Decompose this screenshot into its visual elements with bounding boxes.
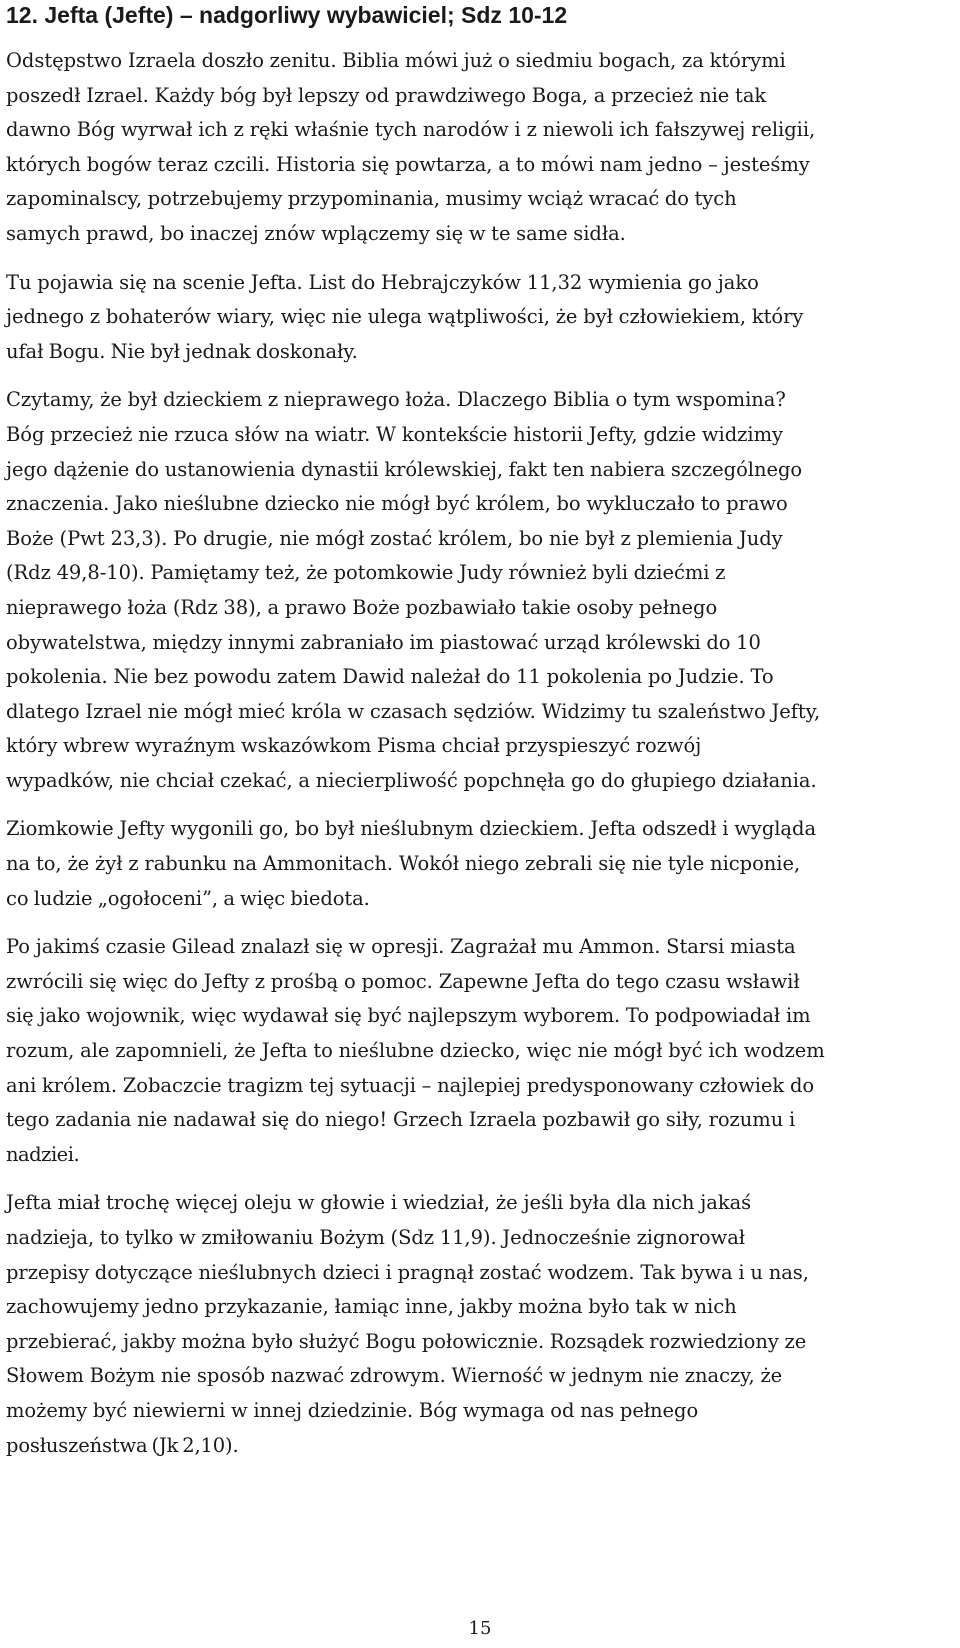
text-line: (Rdz 49,8-10). Pamiętamy też, że potomkowie Judy również byli dziećmi z [6, 561, 726, 585]
text-line: Jefta miał trochę więcej oleju w głowie i wiedział, że jeśli była dla nich jakaś [6, 1191, 752, 1215]
text-line: poszedł Izrael. Każdy bóg był lepszy od prawdziwego Boga, a przecież nie tak [6, 83, 767, 107]
text-line: Boże (Pwt 23,3). Po drugie, nie mógł zostać królem, bo nie był z plemienia Judy [6, 526, 783, 550]
text-line: zachowujemy jedno przykazanie, łamiąc inne, jakby można było tak w nich [6, 1295, 737, 1319]
text-line: posłuszeństwa (Jk 2,10). [6, 1433, 239, 1457]
text-line: jego dążenie do ustanowienia dynastii królewskiej, fakt ten nabiera szczególnego [6, 457, 803, 481]
paragraph-1 [6, 44, 940, 252]
text-line: których bogów teraz czcili. Historia się powtarza, a to mówi nam jedno – jesteśmy [6, 152, 810, 176]
paragraph-2 [6, 266, 940, 370]
text-line: zapominalscy, potrzebujemy przypominania, musimy wciąż wracać do tych [6, 187, 737, 211]
paragraph-6 [6, 1186, 940, 1463]
text-line: ani królem. Zobaczcie tragizm tej sytuacji – najlepiej predysponowany człowiek do [6, 1073, 815, 1097]
text-line: co ludzie „ogołoceni”, a więc biedota. [6, 886, 370, 910]
text-line: samych prawd, bo inaczej znów wplączemy się w te same sidła. [6, 221, 626, 245]
text-line: nadzieja, to tylko w zmiłowaniu Bożym (Sdz 11,9). Jednocześnie zignorował [6, 1226, 746, 1249]
text-line: zwrócili się więc do Jefty z prośbą o pomoc. Zapewne Jefta do tego czasu wsławił [6, 969, 800, 993]
text-line: nieprawego łoża (Rdz 38), a prawo Boże pozbawiało takie osoby pełnego [6, 595, 718, 619]
text-line: dlatego Izrael nie mógł mieć króla w czasach sędziów. Widzimy tu szaleństwo Jefty, [6, 699, 821, 723]
text-line: Odstępstwo Izraela doszło zenitu. Biblia mówi już o siedmiu bogach, za którymi [6, 49, 786, 72]
text-line: obywatelstwa, między innymi zabraniało im piastować urząd królewski do 10 [6, 630, 761, 654]
text-line: tego zadania nie nadawał się do niego! Grzech Izraela pozbawił go siły, rozumu i [6, 1108, 796, 1132]
text-line: wypadków, nie chciał czekać, a niecierpliwość popchnęła go do głupiego działania. [6, 768, 817, 792]
text-line: przebierać, jakby można było służyć Bogu połowicznie. Rozsądek rozwiedziony ze [6, 1329, 807, 1353]
paragraph-3 [6, 383, 940, 798]
paragraph-5 [6, 930, 940, 1172]
text-line: Czytamy, że był dzieckiem z nieprawego łoża. Dlaczego Biblia o tym wspomina? [6, 388, 786, 412]
page-title: 12. Jefta (Jefte) – nadgorliwy wybawiciel; Sdz 10-12 [6, 2, 568, 28]
text-line: możemy być niewierni w innej dziedzinie. Bóg wymaga od nas pełnego [6, 1398, 699, 1422]
document-body [6, 44, 940, 1463]
text-line: Tu pojawia się na scenie Jefta. List do Hebrajczyków 11,32 wymienia go jako [6, 270, 759, 294]
text-line: rozum, ale zapomnieli, że Jefta to nieślubne dziecko, więc nie mógł być ich wodzem [6, 1039, 825, 1063]
text-line: dawno Bóg wyrwał ich z ręki właśnie tych narodów i z niewoli ich fałszywej religii, [6, 118, 816, 142]
text-line: Ziomkowie Jefty wygonili go, bo był nieślubnym dzieckiem. Jefta odszedł i wygląda [6, 817, 817, 841]
text-line: pokolenia. Nie bez powodu zatem Dawid należał do 11 pokolenia po Judzie. To [6, 665, 774, 689]
paragraph-4 [6, 812, 940, 916]
text-line: nadziei. [6, 1142, 80, 1166]
text-line: przepisy dotyczące nieślubnych dzieci i pragnął zostać wodzem. Tak bywa i u nas, [6, 1260, 809, 1284]
text-line: na to, że żył z rabunku na Ammonitach. Wokół niego zebrali się nie tyle nicponie, [6, 852, 801, 876]
text-line: jednego z bohaterów wiary, więc nie ulega wątpliwości, że był człowiekiem, który [6, 305, 804, 329]
page-number: 15 [468, 1618, 492, 1639]
text-line: ufał Bogu. Nie był jednak doskonały. [6, 339, 358, 363]
text-line: Bóg przecież nie rzuca słów na wiatr. W kontekście historii Jefty, gdzie widzimy [6, 422, 783, 446]
text-line: znaczenia. Jako nieślubne dziecko nie mógł być królem, bo wykluczało to prawo [6, 492, 788, 516]
text-line: Po jakimś czasie Gilead znalazł się w opresji. Zagrażał mu Ammon. Starsi miasta [6, 935, 796, 959]
text-line: się jako wojownik, więc wydawał się być najlepszym wyborem. To podpowiadał im [6, 1004, 811, 1028]
text-line: który wbrew wyraźnym wskazówkom Pisma chciał przyspieszyć rozwój [6, 734, 702, 758]
text-line: Słowem Bożym nie sposób nazwać zdrowym. Wierność w jednym nie znaczy, że [6, 1364, 783, 1388]
